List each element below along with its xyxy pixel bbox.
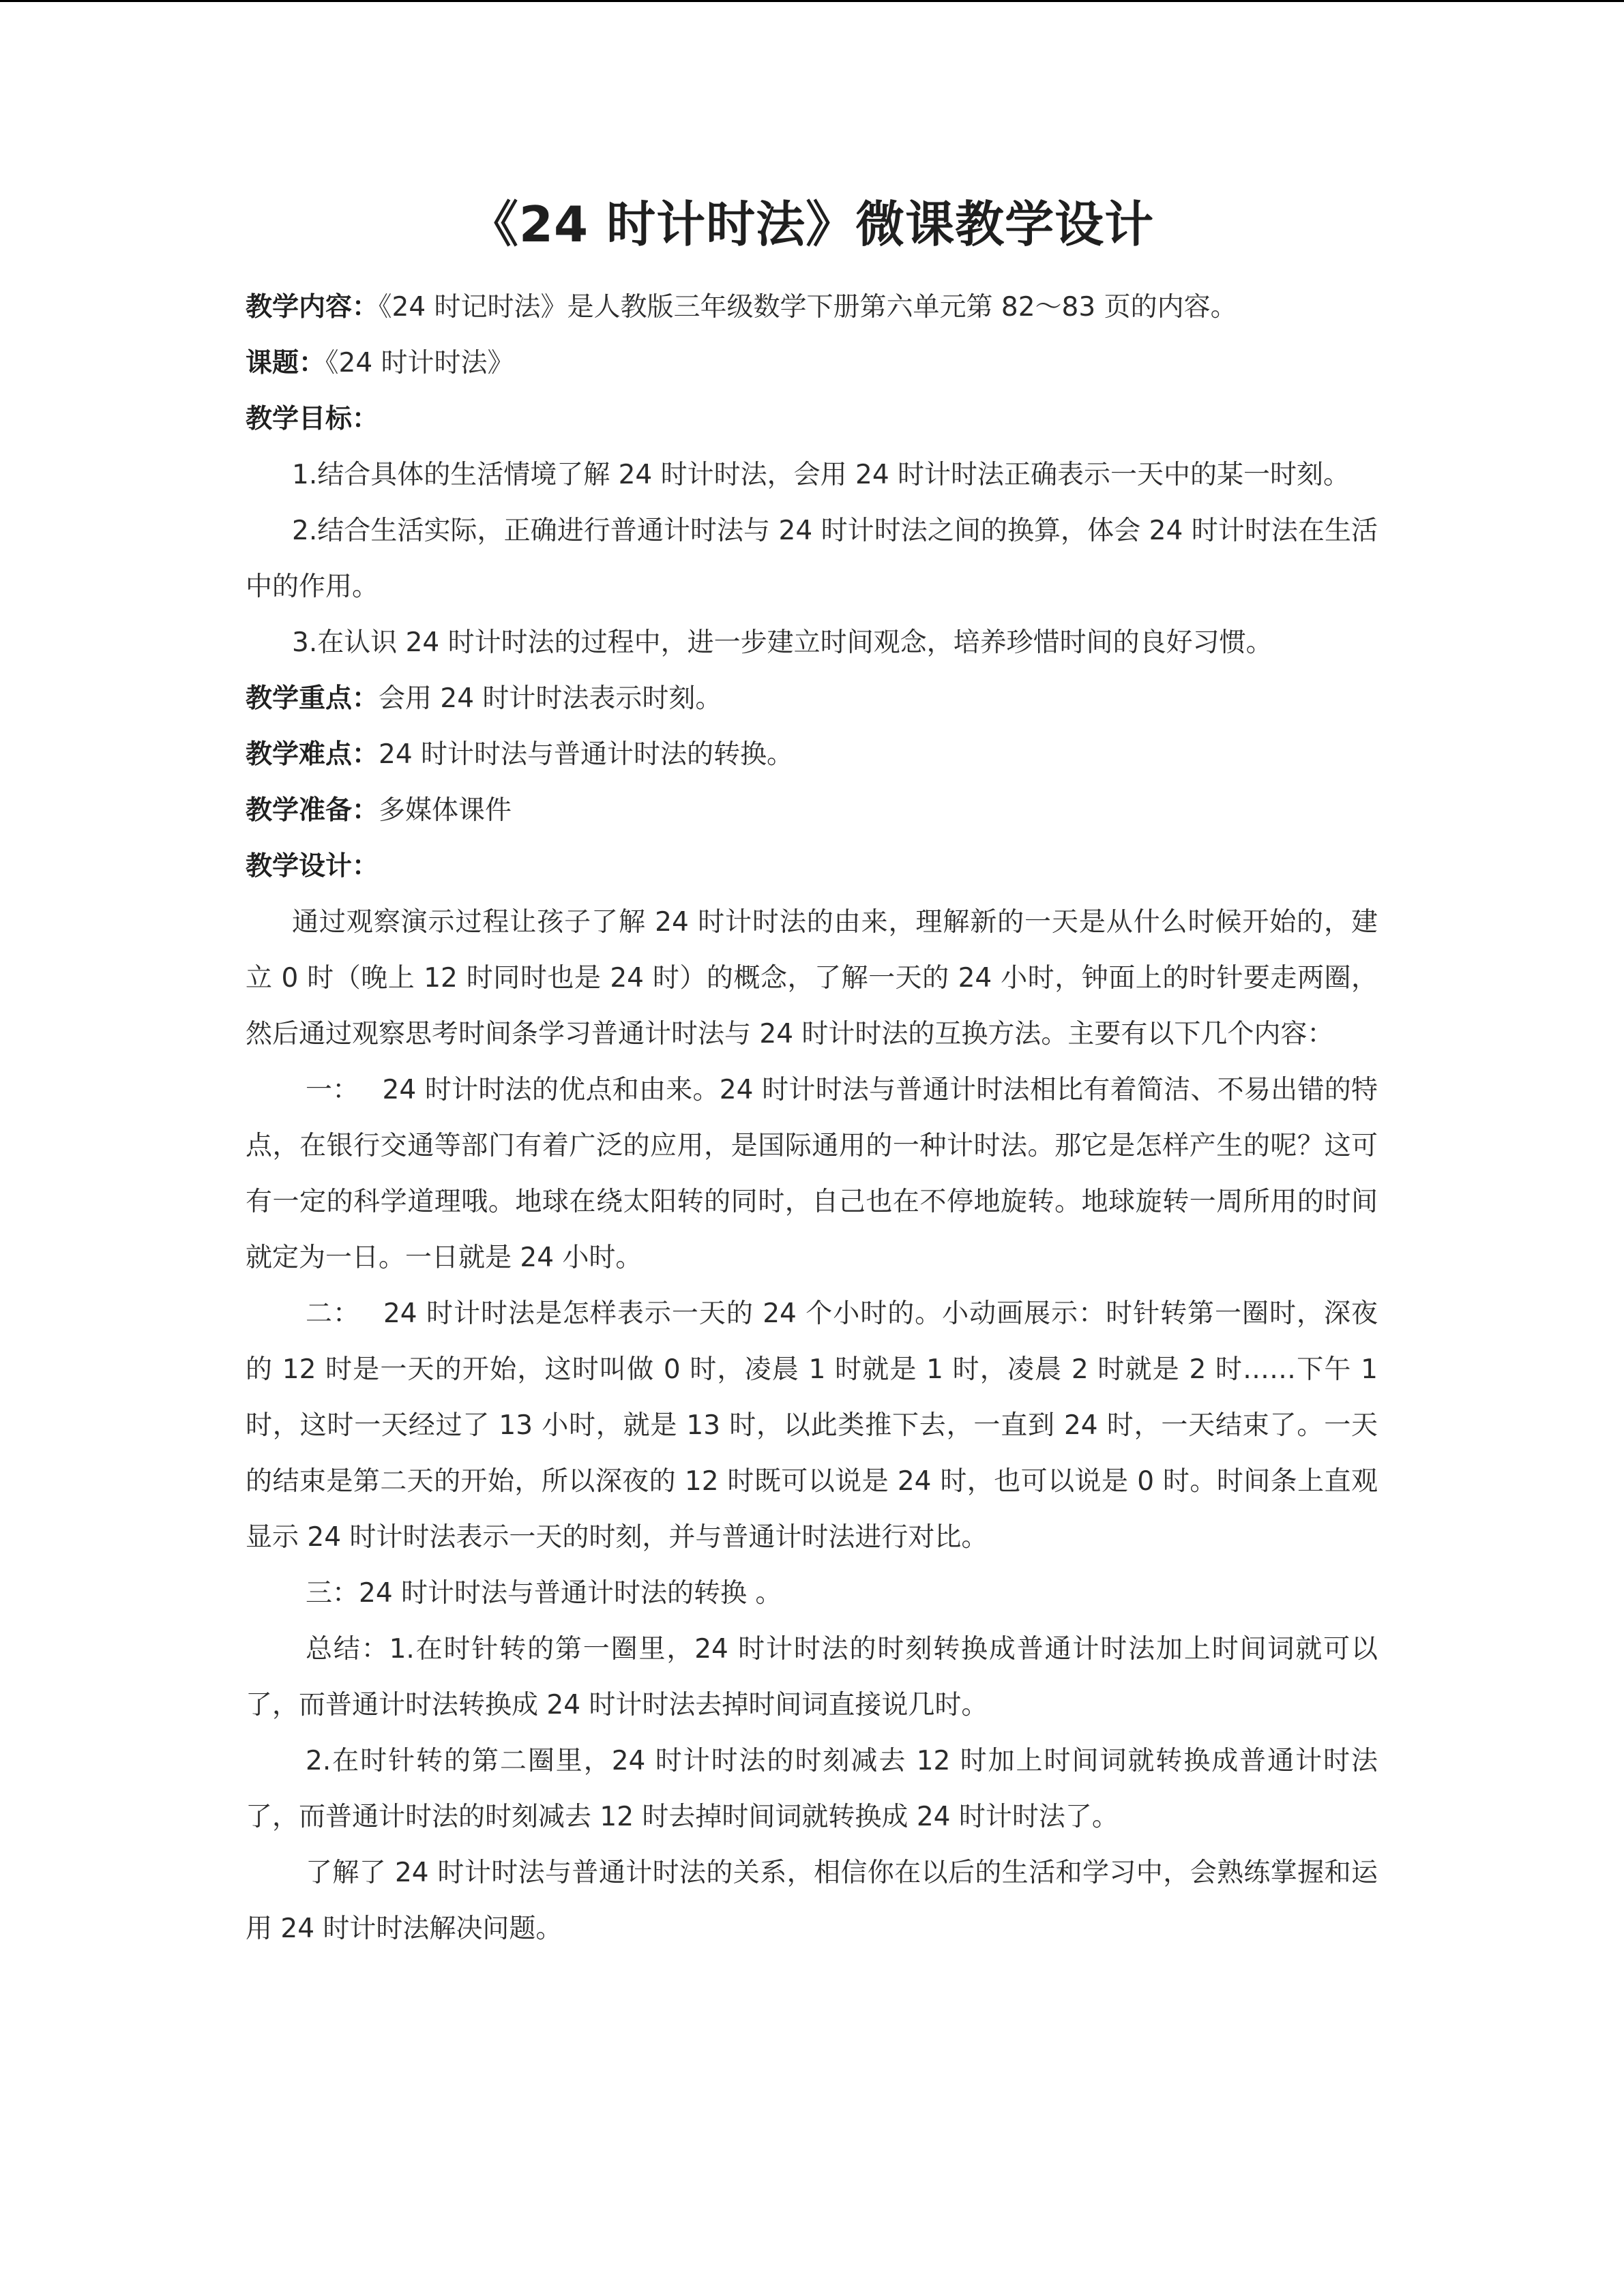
section-2-paragraph — [246, 1286, 1378, 1566]
goal-item-2: 2.结合生活实际，正确进行普通计时法与 24 时计时法之间的换算，体会 24 时计时法在生活中的作用。 — [246, 516, 1378, 602]
teaching-content-text: 《24 时记时法》是人教版三年级数学下册第六单元第 82～83 页的内容。 — [379, 292, 1237, 323]
design-intro-paragraph: 通过观察演示过程让孩子了解 24 时计时法的由来，理解新的一天是从什么时候开始的，建立 0 时（晚上 12 时同时也是 24 时）的概念，了解一天的 24 小时，钟面上的时针要走两圈，然后通过观察思考时间条学习普通计时法与 24 时计时法的互换方法。主要有以下几个内容： — [246, 907, 1378, 1049]
teaching-content-row — [246, 280, 1378, 336]
teaching-design-label: 教学设计： — [246, 851, 379, 882]
teaching-difficulty-text: 24 时计时法与普通计时法的转换。 — [379, 739, 794, 770]
goal-item-3: 3.在认识 24 时计时法的过程中，进一步建立时间观念，培养珍惜时间的良好习惯。 — [292, 627, 1273, 658]
teaching-content-label: 教学内容： — [246, 292, 379, 323]
teaching-preparation-text: 多媒体课件 — [379, 795, 512, 826]
section-2-marker: 二： — [306, 1298, 360, 1329]
section-3-paragraph: 三：24 时计时法与普通计时法的转换 。 — [306, 1578, 782, 1609]
summary-paragraph-1: 总结：1.在时针转的第一圈里，24 时计时法的时刻转换成普通计时法加上时间词就可以了，而普通计时法转换成 24 时计时法去掉时间词直接说几时。 — [246, 1634, 1378, 1720]
teaching-key-label: 教学重点： — [246, 683, 379, 714]
goal-item-1: 1.结合具体的生活情境了解 24 时计时法，会用 24 时计时法正确表示一天中的某一时刻。 — [292, 460, 1350, 490]
teaching-preparation-label: 教学准备： — [246, 795, 379, 826]
document-title: 《24 时计时法》微课教学设计 — [469, 196, 1155, 253]
section-2-text: 24 时计时法是怎样表示一天的 24 个小时的。小动画展示：时针转第一圈时，深夜的 12 时是一天的开始，这时叫做 0 时，凌晨 1 时就是 1 时，凌晨 2 时就是 2 时……下午 1 时，这时一天经过了 13 小时，就是 13 时，以此类推下去，一直到 24 时，一天结束了。一天的结束是第二天的开始，所以深夜的 12 时既可以说是 24 时，也可以说是 0 时。时间条上直观显示 24 时计时法表示一天的时刻，并与普通计时法进行对比。 — [246, 1298, 1378, 1553]
teaching-design-row — [246, 839, 1378, 895]
topic-text: 《24 时计时法》 — [325, 348, 514, 378]
teaching-difficulty-label: 教学难点： — [246, 739, 379, 770]
teaching-preparation-row — [246, 783, 1378, 839]
document-page — [246, 184, 1378, 1957]
section-1-text: 24 时计时法的优点和由来。24 时计时法与普通计时法相比有着简洁、不易出错的特点，在银行交通等部门有着广泛的应用，是国际通用的一种计时法。那它是怎样产生的呢？这可有一定的科学道理哦。地球在绕太阳转的同时，自己也在不停地旋转。地球旋转一周所用的时间就定为一日。一日就是 24 小时。 — [246, 1075, 1378, 1273]
teaching-key-row — [246, 671, 1378, 727]
top-border-line — [0, 0, 1624, 2]
teaching-goals-row — [246, 391, 1378, 447]
teaching-goals-label: 教学目标： — [246, 404, 379, 434]
summary-paragraph-2: 2.在时针转的第二圈里，24 时计时法的时刻减去 12 时加上时间词就转换成普通计时法了，而普通计时法的时刻减去 12 时去掉时间词就转换成 24 时计时法了。 — [246, 1746, 1378, 1832]
section-1-paragraph — [246, 1062, 1378, 1286]
topic-row — [246, 336, 1378, 391]
teaching-difficulty-row — [246, 727, 1378, 783]
teaching-key-text: 会用 24 时计时法表示时刻。 — [379, 683, 722, 714]
section-1-marker: 一： — [306, 1075, 359, 1105]
conclusion-paragraph: 了解了 24 时计时法与普通计时法的关系，相信你在以后的生活和学习中，会熟练掌握和运用 24 时计时法解决问题。 — [246, 1858, 1378, 1944]
topic-label: 课题： — [246, 348, 326, 378]
